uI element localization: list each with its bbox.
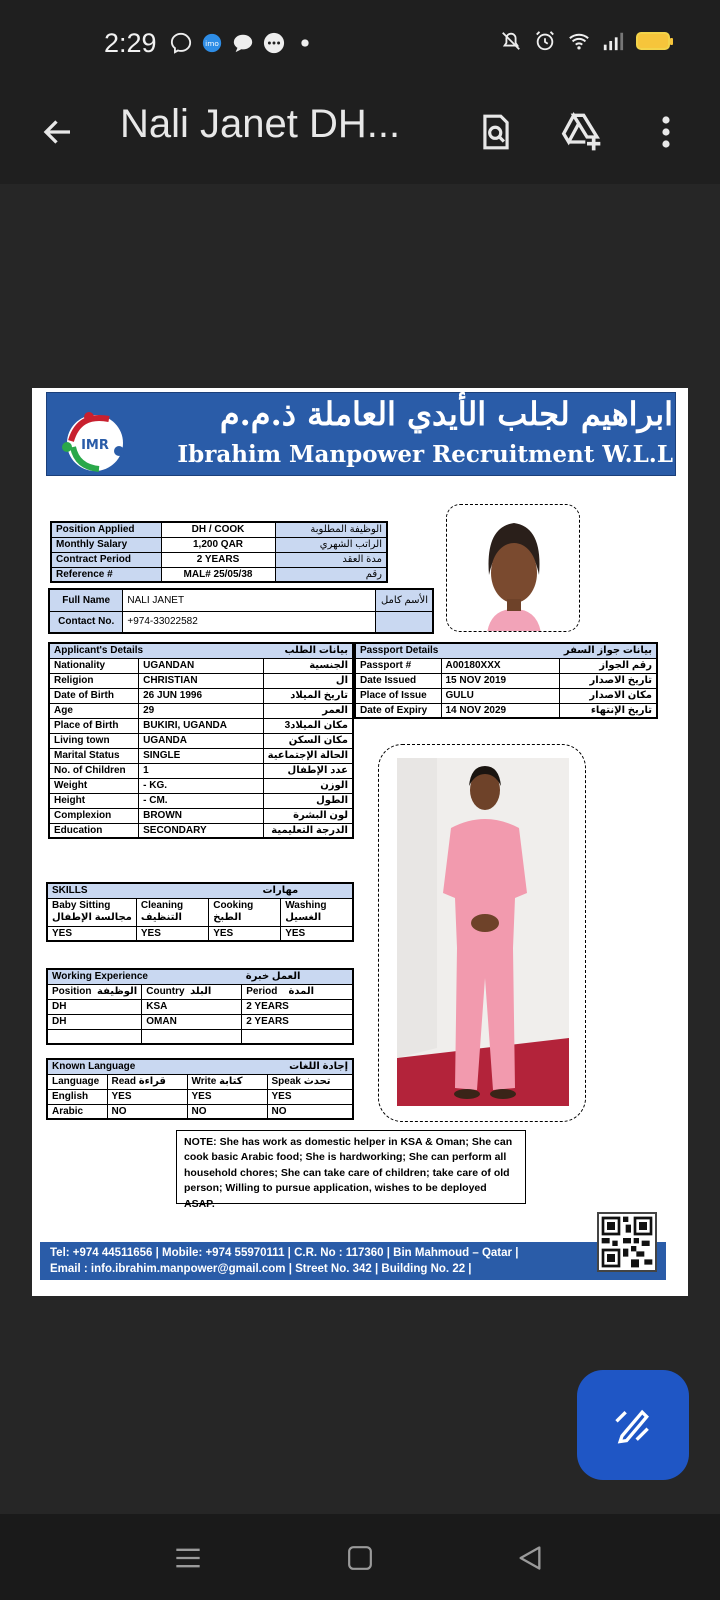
skill-english: Washing [285, 900, 327, 911]
message-icon [263, 32, 285, 54]
pencil-annotate-icon [611, 1403, 655, 1447]
skill-value: YES [136, 926, 208, 941]
language-speak: NO [267, 1104, 353, 1119]
applicant-arabic: الجنسية [263, 658, 353, 673]
contact-label: Contact No. [49, 611, 123, 633]
applicant-row [49, 778, 353, 793]
passport-label: Place of Issue [355, 688, 441, 703]
portrait-image [447, 505, 580, 632]
skill-name [281, 898, 353, 926]
applicant-arabic: العمر [263, 703, 353, 718]
applicant-label: Nationality [49, 658, 139, 673]
passport-arabic: مكان الاصدار [559, 688, 657, 703]
passport-title: Passport Details [355, 643, 559, 658]
full-name-label: Full Name [49, 589, 123, 611]
passport-value: 15 NOV 2019 [441, 673, 559, 688]
language-header-write: Write كتابة [187, 1074, 267, 1089]
passport-label: Date Issued [355, 673, 441, 688]
document-viewer[interactable] [0, 184, 720, 1514]
experience-title: Working Experience [47, 969, 242, 984]
skill-value: YES [281, 926, 353, 941]
applicant-arabic: لون البشرة [263, 808, 353, 823]
full-body-photo [378, 744, 586, 1122]
wifi-icon [568, 30, 590, 52]
experience-header-period: Period المدة [242, 984, 353, 999]
applicant-row [49, 718, 353, 733]
working-experience-table [46, 968, 354, 1045]
full-body-image [397, 758, 569, 1106]
alarm-icon [534, 30, 556, 52]
portrait-photo [446, 504, 580, 632]
system-icons [500, 30, 670, 52]
language-header-language: Language [47, 1074, 107, 1089]
passport-label: Date of Expiry [355, 703, 441, 718]
note-box: NOTE: She has work as domestic helper in KSA & Oman; She can cook basic Arabic food; She is hardworking; She can perform all household chores; She can take care of children; take care of old person; Willing to pursue application, wishes to be deployed ASAP. [176, 1130, 526, 1204]
language-header-read: Read قراءة [107, 1074, 187, 1089]
known-language-table [46, 1058, 354, 1120]
language-read: NO [107, 1104, 187, 1119]
applicant-value: UGANDAN [139, 658, 264, 673]
language-read: YES [107, 1089, 187, 1104]
recents-button[interactable] [168, 1538, 208, 1578]
applicant-label: Place of Birth [49, 718, 139, 733]
position-label: Monthly Salary [51, 537, 161, 552]
language-speak: YES [267, 1089, 353, 1104]
svg-text:imo: imo [205, 38, 219, 48]
passport-value: 14 NOV 2029 [441, 703, 559, 718]
experience-header-country: Country البلد [142, 984, 242, 999]
messenger-icon [170, 32, 192, 54]
passport-arabic: تاريخ الإنتهاء [559, 703, 657, 718]
passport-arabic: تاريخ الاصدار [559, 673, 657, 688]
language-title: Known Language [47, 1059, 187, 1074]
add-to-drive-button[interactable] [556, 106, 608, 158]
dot-icon [294, 32, 316, 54]
applicant-label: Complexion [49, 808, 139, 823]
position-value: 1,200 QAR [161, 537, 275, 552]
experience-country: KSA [142, 999, 242, 1014]
full-name-value: NALI JANET [123, 589, 375, 611]
applicant-row [49, 808, 353, 823]
back-button[interactable] [34, 108, 82, 156]
status-time: 2:29 [104, 28, 157, 58]
applicant-label: Religion [49, 673, 139, 688]
applicant-row [49, 793, 353, 808]
applicant-label: Age [49, 703, 139, 718]
applicant-value: 26 JUN 1996 [139, 688, 264, 703]
applicant-value: - CM. [139, 793, 264, 808]
applicant-value: SECONDARY [139, 823, 264, 838]
position-table [50, 521, 388, 583]
language-row [47, 1089, 353, 1104]
contact-footer [40, 1242, 666, 1280]
applicant-value: BUKIRI, UGANDA [139, 718, 264, 733]
passport-label: Passport # [355, 658, 441, 673]
applicant-row [49, 763, 353, 778]
experience-country: OMAN [142, 1014, 242, 1029]
passport-row [355, 658, 657, 673]
skill-arabic: الطبخ [213, 912, 242, 923]
identity-table [48, 588, 434, 634]
back-nav-button[interactable] [510, 1538, 550, 1578]
applicant-arabic: الطول [263, 793, 353, 808]
position-row [51, 537, 387, 552]
triangle-back-icon [516, 1544, 544, 1572]
language-row [47, 1104, 353, 1119]
more-vert-icon [660, 114, 672, 150]
applicant-arabic: ال [263, 673, 353, 688]
experience-row [47, 1014, 353, 1029]
skill-name [47, 898, 136, 926]
language-name: Arabic [47, 1104, 107, 1119]
applicant-arabic: مكان الميلاد3 [263, 718, 353, 733]
position-label: Position Applied [51, 522, 161, 537]
applicant-arabic: عدد الإطفال [263, 763, 353, 778]
skills-title: SKILLS [47, 883, 209, 898]
company-header [46, 392, 676, 476]
applicant-label: Weight [49, 778, 139, 793]
position-value: MAL# 25/05/38 [161, 567, 275, 582]
logo-text: IMR [81, 438, 109, 453]
passport-value: GULU [441, 688, 559, 703]
skill-english: Cooking [213, 900, 254, 911]
applicant-label: Education [49, 823, 139, 838]
applicant-row [49, 688, 353, 703]
document-search-icon [477, 113, 515, 151]
document-page [32, 388, 688, 1296]
experience-header-position: Position الوظيفة [47, 984, 142, 999]
applicant-row [49, 658, 353, 673]
menu-lines-icon [174, 1544, 202, 1572]
applicant-arabic: تاريخ الميلاد [263, 688, 353, 703]
company-logo [59, 407, 131, 473]
skill-name [209, 898, 281, 926]
applicant-value: 29 [139, 703, 264, 718]
skill-arabic: الغسيل [285, 912, 322, 923]
document-title: Nali Janet DH... [120, 102, 401, 146]
passport-arabic: رقم الجواز [559, 658, 657, 673]
find-in-document-button[interactable] [470, 106, 522, 158]
position-arabic: الوظيفة المطلوبة [275, 522, 387, 537]
applicant-value: UGANDA [139, 733, 264, 748]
passport-details-table [354, 642, 658, 719]
applicant-label: No. of Children [49, 763, 139, 778]
experience-position: DH [47, 1014, 142, 1029]
skill-english: Cleaning [140, 900, 184, 911]
experience-row [47, 999, 353, 1014]
skill-english: Baby Sitting [52, 900, 111, 911]
app-bar [0, 90, 720, 184]
passport-row [355, 673, 657, 688]
applicant-details-table [48, 642, 354, 839]
passport-row [355, 688, 657, 703]
applicant-arabic: مكان السكن [263, 733, 353, 748]
applicant-arabic: الدرجة التعليمية [263, 823, 353, 838]
skills-table [46, 882, 354, 942]
signal-icon [602, 30, 624, 52]
applicant-value: 1 [139, 763, 264, 778]
applicant-label: Height [49, 793, 139, 808]
position-label: Reference # [51, 567, 161, 582]
position-row [51, 522, 387, 537]
applicant-label: Living town [49, 733, 139, 748]
skills-title-arabic: مهارات [209, 883, 353, 898]
position-row [51, 552, 387, 567]
imo-icon [201, 32, 223, 54]
status-bar [0, 0, 720, 90]
experience-period: 2 YEARS [242, 999, 353, 1014]
applicant-title: Applicant's Details [49, 643, 263, 658]
experience-title-arabic: العمل خبرة [242, 969, 353, 984]
position-label: Contract Period [51, 552, 161, 567]
footer-line-2: Email : info.ibrahim.manpower@gmail.com | Street No. 342 | Building No. 22 | [50, 1263, 472, 1275]
home-square-icon [347, 1545, 373, 1571]
position-value: DH / COOK [161, 522, 275, 537]
position-arabic: الراتب الشهري [275, 537, 387, 552]
experience-period: 2 YEARS [242, 1014, 353, 1029]
applicant-row [49, 703, 353, 718]
applicant-row [49, 733, 353, 748]
company-name-english: Ibrahim Manpower Recruitment W.L.L [177, 441, 673, 468]
applicant-row [49, 823, 353, 838]
edit-fab-button[interactable] [577, 1370, 689, 1480]
qr-code [597, 1212, 657, 1272]
applicant-arabic: الوزن [263, 778, 353, 793]
experience-position: DH [47, 999, 142, 1014]
applicant-label: Date of Birth [49, 688, 139, 703]
arrow-left-icon [40, 114, 76, 150]
applicant-value: - KG. [139, 778, 264, 793]
language-title-arabic: إجادة اللغات [187, 1059, 353, 1074]
position-arabic: رقم [275, 567, 387, 582]
applicant-title-arabic: بيانات الطلب [263, 643, 353, 658]
language-header-speak: Speak تحدث [267, 1074, 353, 1089]
full-name-arabic: الأسم كامل [375, 589, 433, 611]
chat-icon [232, 32, 254, 54]
language-write: NO [187, 1104, 267, 1119]
position-value: 2 YEARS [161, 552, 275, 567]
contact-arabic-cell [375, 611, 433, 633]
position-arabic: مدة العقد [275, 552, 387, 567]
skill-arabic: التنظيف [140, 912, 182, 923]
home-button[interactable] [340, 1538, 380, 1578]
position-row [51, 567, 387, 582]
drive-add-icon [560, 112, 604, 152]
applicant-row [49, 748, 353, 763]
applicant-row [49, 673, 353, 688]
mute-icon [500, 30, 522, 52]
applicant-label: Marital Status [49, 748, 139, 763]
skill-name [136, 898, 208, 926]
notification-icons [170, 32, 316, 54]
passport-value: A00180XXX [441, 658, 559, 673]
company-name-arabic: ابراهيم لجلب الأيدي العاملة ذ.م.م [219, 395, 673, 433]
applicant-arabic: الحالة الإجتماعية [263, 748, 353, 763]
passport-title-arabic: بيانات جواز السفر [559, 643, 657, 658]
navigation-bar [0, 1514, 720, 1600]
footer-line-1: Tel: +974 44511656 | Mobile: +974 55970111 | C.R. No : 117360 | Bin Mahmoud – Qatar | [50, 1247, 519, 1259]
skill-value: YES [47, 926, 136, 941]
more-options-button[interactable] [640, 106, 692, 158]
applicant-value: CHRISTIAN [139, 673, 264, 688]
language-write: YES [187, 1089, 267, 1104]
contact-value: +974-33022582 [123, 611, 375, 633]
skill-value: YES [209, 926, 281, 941]
language-name: English [47, 1089, 107, 1104]
battery-icon [636, 32, 670, 50]
skill-arabic: مجالسة الإطفال [52, 912, 132, 923]
passport-row [355, 703, 657, 718]
applicant-value: SINGLE [139, 748, 264, 763]
applicant-value: BROWN [139, 808, 264, 823]
